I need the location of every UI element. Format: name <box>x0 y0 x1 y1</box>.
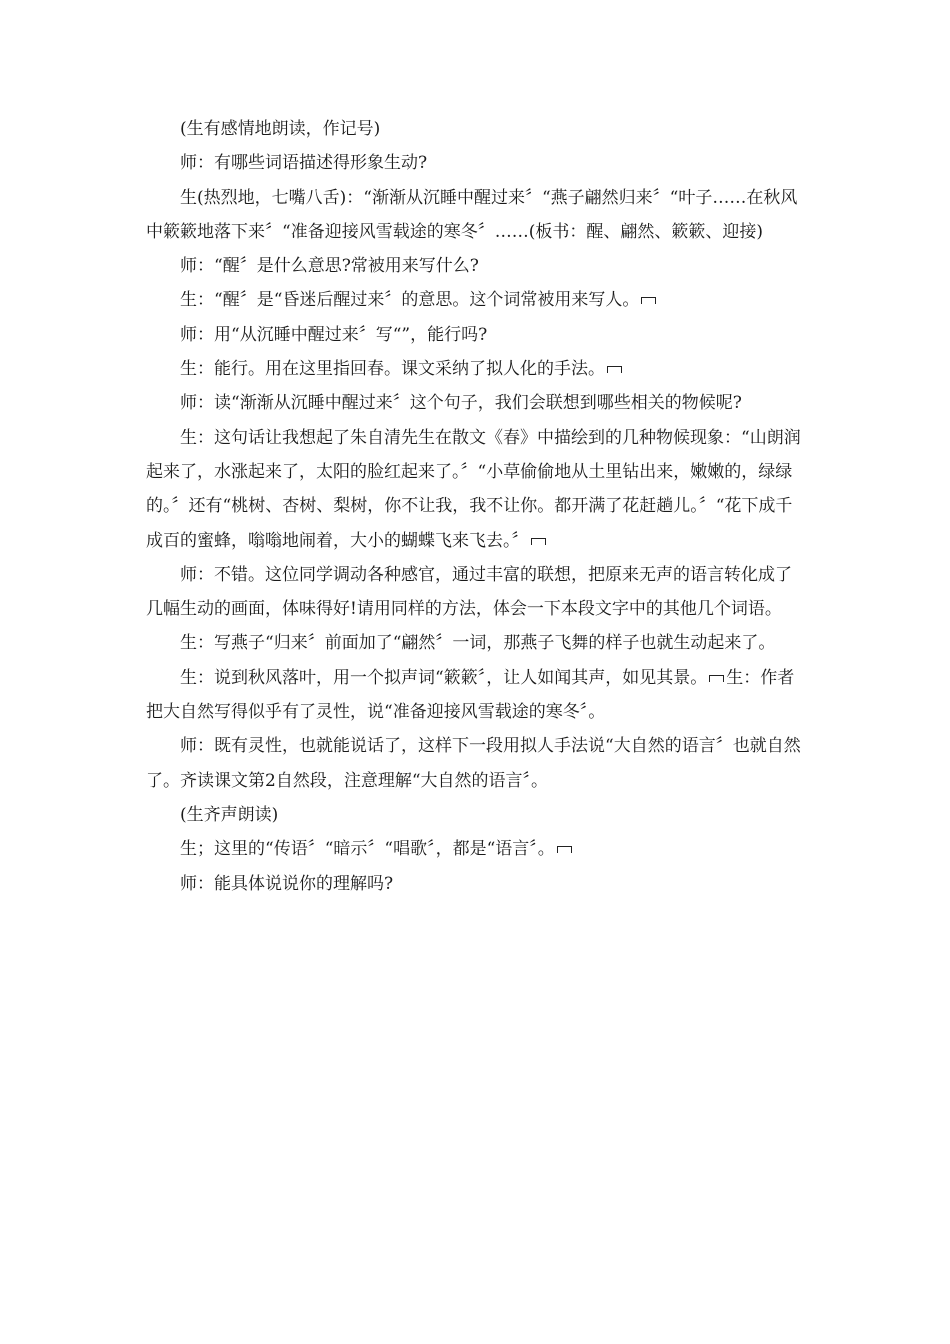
paragraph-text: 师：既有灵性，也就能说话了，这样下一段用拟人手法说“大自然的语言〞也就自然了。齐读课文第2自然段，注意理解“大自然的语言〞。 <box>146 736 801 791</box>
paragraph-text: 师：不错。这位同学调动各种感官，通过丰富的联想，把原来无声的语言转化成了几幅生动的画面，体味得好!请用同样的方法，体会一下本段文字中的其他几个词语。 <box>146 564 792 620</box>
paragraph <box>146 729 808 798</box>
paragraph-text: 生：写燕子“归来〞前面加了“翩然〞一词，那燕子飞舞的样子也就生动起来了。 <box>180 633 776 654</box>
paragraph <box>146 832 808 866</box>
paragraph-text: 生；这里的“传语〞“暗示〞“唱歌〞，都是“语言〞。 <box>180 839 555 860</box>
paragraph <box>146 249 808 283</box>
paragraph <box>146 386 808 420</box>
paragraph-text: 师：能具体说说你的理解吗? <box>180 873 394 894</box>
paragraph-text-continued: 生：作者把大自然写得似乎有了灵性，说“准备迎接风雪载途的寒冬〞。 <box>146 667 795 723</box>
paragraph <box>146 867 808 901</box>
paragraph <box>146 626 808 660</box>
paragraph-text: (生有感情地朗读，作记号) <box>180 119 381 139</box>
paragraph <box>146 283 808 317</box>
paragraph-text: 师：用“从沉睡中醒过来〞写“”，能行吗? <box>180 324 488 345</box>
paragraph <box>146 181 808 250</box>
paragraph-text: 师：“醒〞是什么意思?常被用来写什么? <box>180 256 479 277</box>
edit-mark-icon <box>607 366 622 373</box>
paragraph <box>146 112 808 146</box>
edit-mark-icon <box>709 675 724 682</box>
paragraph-text: 生：能行。用在这里指回春。课文采纳了拟人化的手法。 <box>180 359 605 380</box>
paragraph-text: 生：这句话让我想起了朱自清先生在散文《春》中描绘到的几种物候现象：“山朗润起来了，水涨起来了，太阳的脸红起来了。〞“小草偷偷地从土里钻出来，嫩嫩的，绿绿的。〞还有“桃树、杏树、梨树，你不让我，我不让你。都开满了花赶趟儿。〞“花下成千成百的蜜蜂，嗡嗡地闹着，大小的蝴蝶飞来飞去。〞 <box>146 427 801 551</box>
paragraph-text: 师：有哪些词语描述得形象生动? <box>180 153 428 174</box>
paragraph-text: 师：读“渐渐从沉睡中醒过来〞这个句子，我们会联想到哪些相关的物候呢? <box>180 393 742 414</box>
edit-mark-icon <box>641 297 656 304</box>
paragraph <box>146 798 808 832</box>
paragraph-text: 生(热烈地，七嘴八舌)：“渐渐从沉睡中醒过来〞“燕子翩然归来〞“叶子……在秋风中簌簌地落下来〞“准备迎接风雪载途的寒冬〞……(板书：醒、翩然、簌簌、迎接) <box>146 187 798 242</box>
edit-mark-icon <box>557 846 572 853</box>
paragraph <box>146 352 808 386</box>
paragraph <box>146 661 808 730</box>
paragraph <box>146 318 808 352</box>
paragraph-text: (生齐声朗读) <box>180 804 279 825</box>
edit-mark-icon <box>531 538 546 545</box>
paragraph <box>146 558 808 627</box>
paragraph <box>146 421 808 558</box>
paragraph-text: 生：说到秋风落叶，用一个拟声词“簌簌〞，让人如闻其声，如见其景。 <box>180 667 708 688</box>
document-body <box>146 112 808 901</box>
paragraph <box>146 146 808 180</box>
paragraph-text: 生：“醒〞是“昏迷后醒过来〞的意思。这个词常被用来写人。 <box>180 290 640 311</box>
